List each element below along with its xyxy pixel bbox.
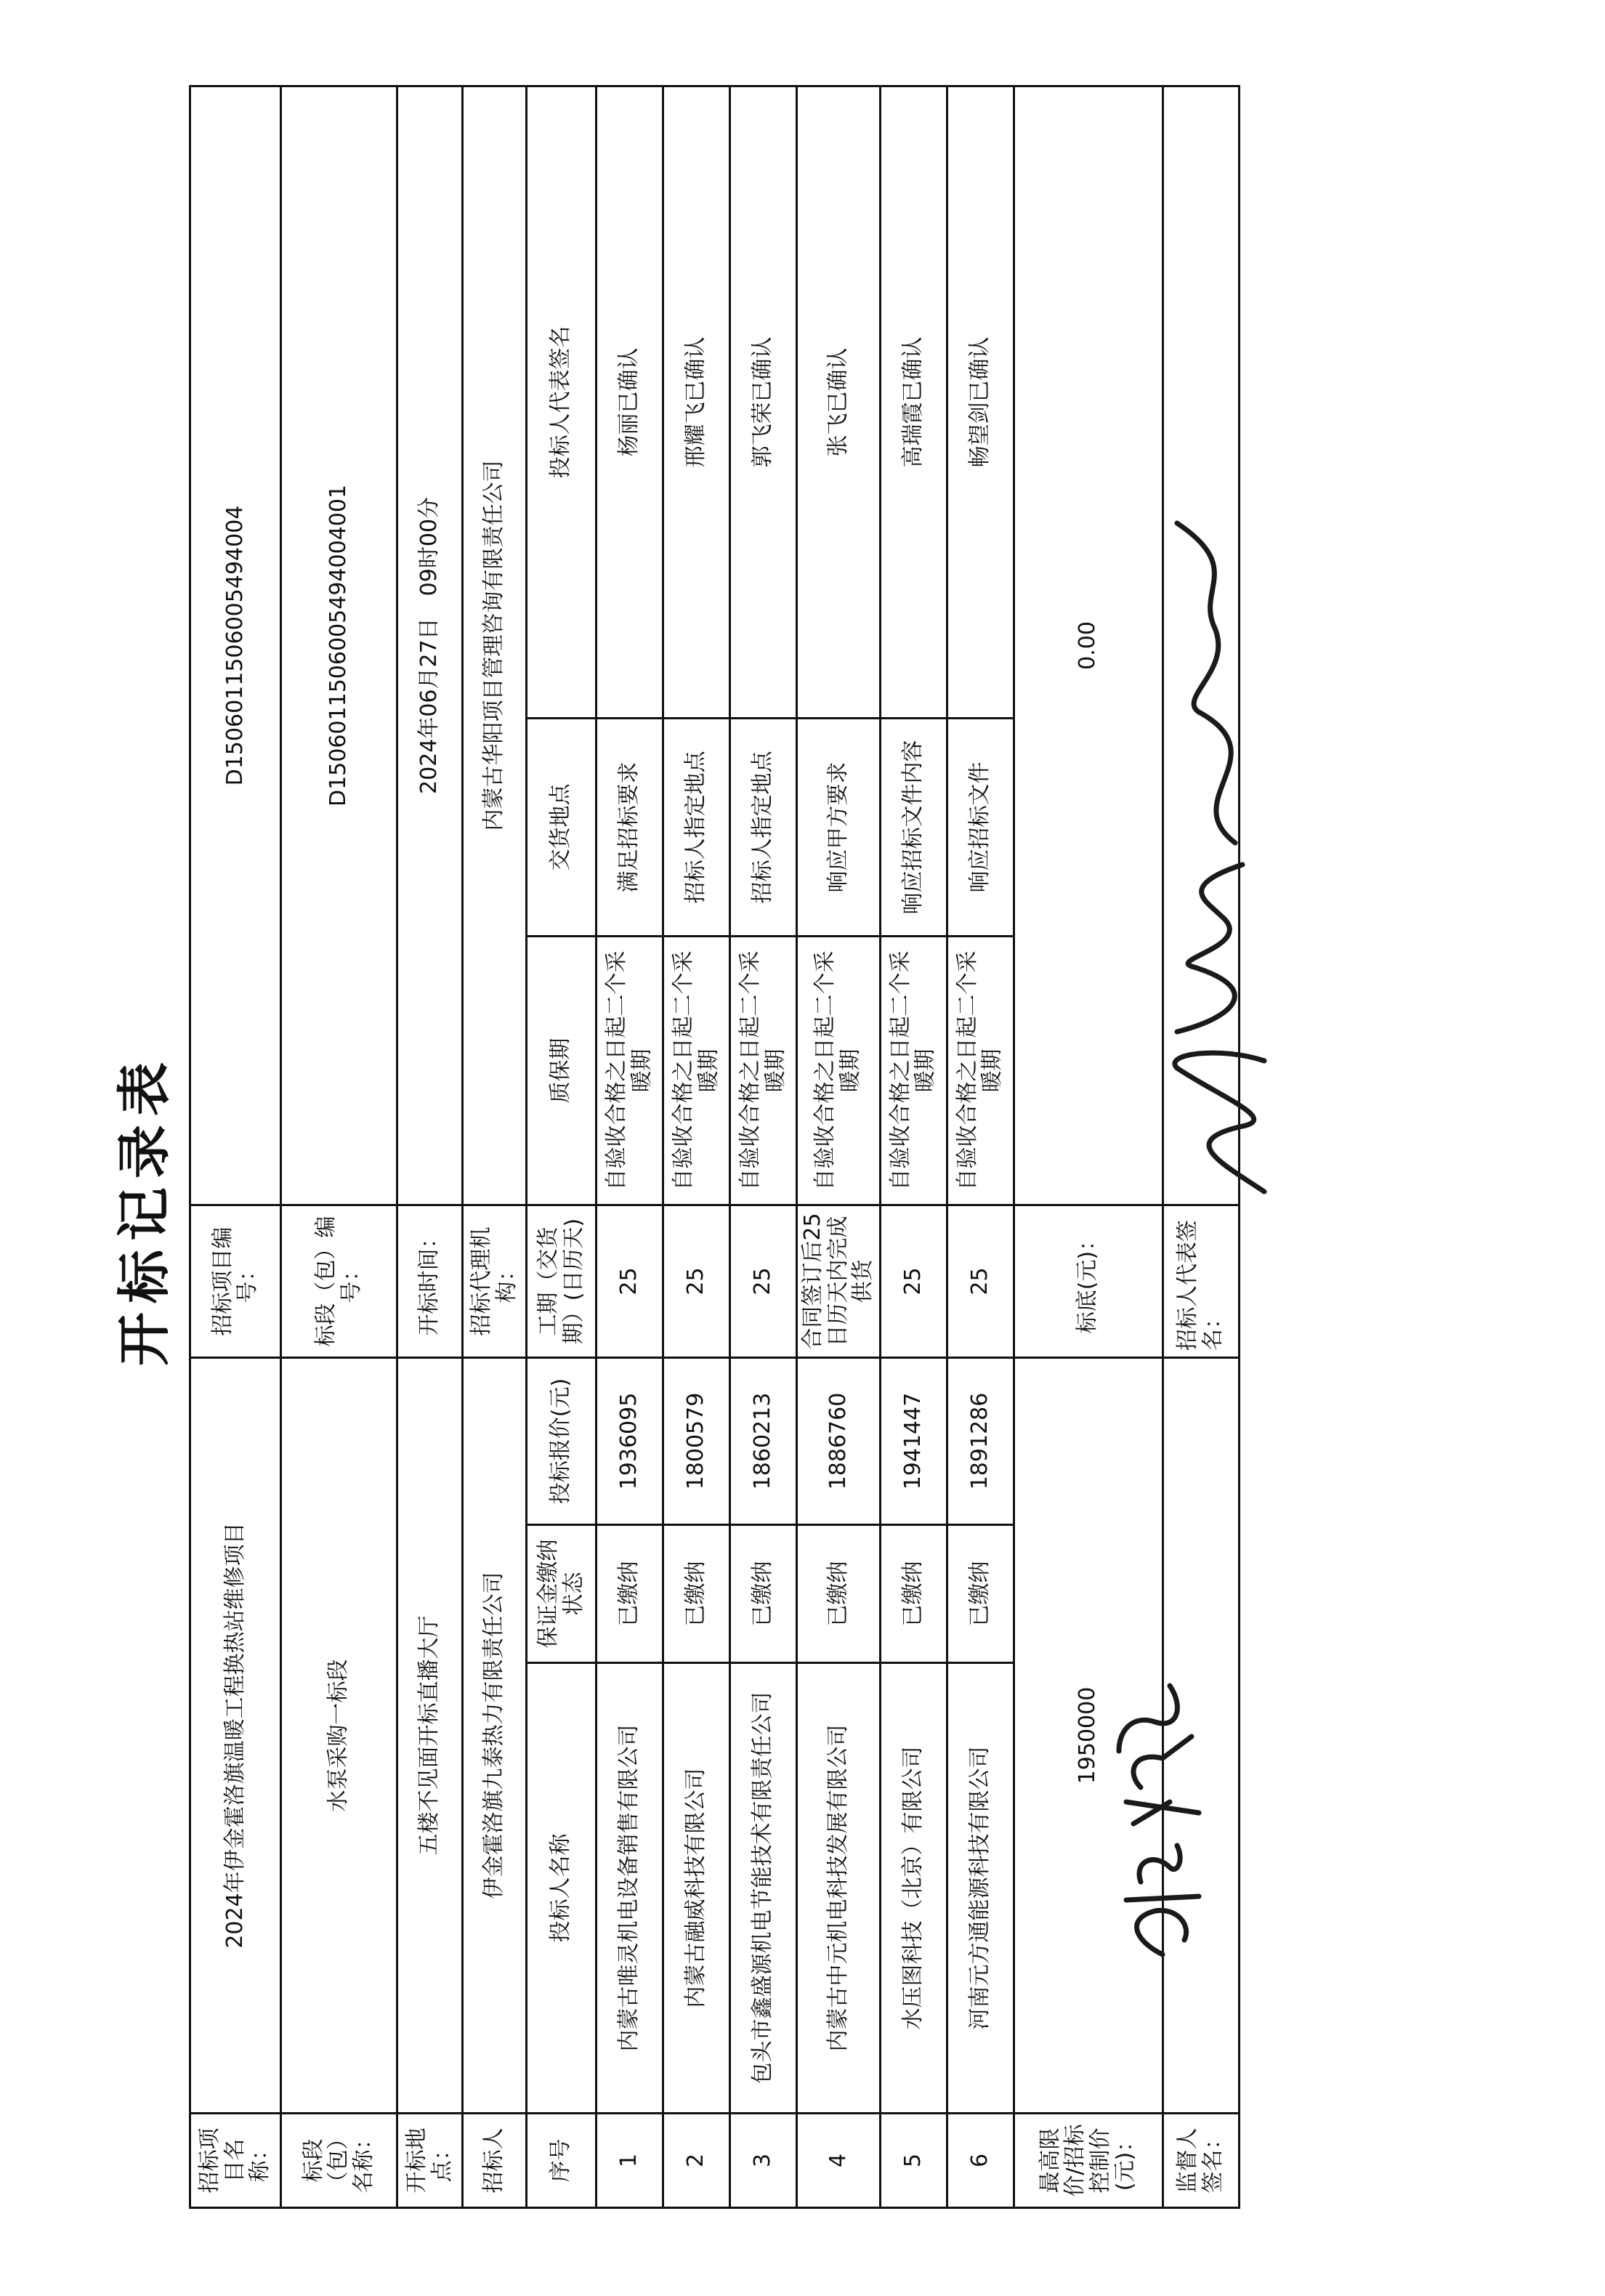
- bidder-deposit: 已缴纳: [880, 1525, 947, 1663]
- bidder-name: 包头市鑫盛源机电节能技术有限责任公司: [730, 1663, 797, 2114]
- col-header-warranty: 质保期: [527, 936, 597, 1205]
- col-header-name: 投标人名称: [527, 1663, 597, 2114]
- bidder-price: 1800579: [663, 1357, 730, 1524]
- section-name-label: 标段（包）名称：: [281, 2114, 397, 2208]
- bidder-deposit: 已缴纳: [797, 1525, 881, 1663]
- bidder-period: 25: [947, 1205, 1014, 1357]
- col-header-period: 工期（交货期）(日历天): [527, 1205, 597, 1357]
- bidder-no: 1: [597, 2114, 663, 2208]
- bidder-warranty: 自验收合格之日起二个采暖期: [797, 936, 881, 1205]
- col-header-price: 投标报价(元): [527, 1357, 597, 1524]
- bidder-warranty: 自验收合格之日起二个采暖期: [947, 936, 1014, 1205]
- bidder-no: 2: [663, 2114, 730, 2208]
- project-no: D150601150600549400​4: [190, 86, 281, 1205]
- bidder-no: 5: [880, 2114, 947, 2208]
- bidder-no: 4: [797, 2114, 881, 2208]
- bidder-price: 1936095: [597, 1357, 663, 1524]
- bidder-price: 1891286: [947, 1357, 1014, 1524]
- bidder-warranty: 自验收合格之日起二个采暖期: [597, 936, 663, 1205]
- bidder-place: 响应甲方要求: [797, 718, 881, 936]
- bidder-name: 内蒙古中元机电科技发展有限公司: [797, 1663, 881, 2114]
- bidder-deposit: 已缴纳: [597, 1525, 663, 1663]
- bidder-name: 河南元方通能源科技有限公司: [947, 1663, 1014, 2114]
- supervisor-label: 监督人签名：: [1163, 2114, 1239, 2208]
- base-label: 标底(元)：: [1014, 1205, 1163, 1357]
- supervisor-signature: [1075, 1649, 1221, 1969]
- bidder-period: 25: [597, 1205, 663, 1357]
- table-row: [797, 86, 881, 2207]
- table-row: [597, 86, 663, 2207]
- bidder-period: 合同签订后25 日历天内完成供货: [797, 1205, 881, 1357]
- bidder-sign: 畅望剑已确认: [947, 86, 1014, 718]
- bidder-place: 满足招标要求: [597, 718, 663, 936]
- table-row: [947, 86, 1014, 2207]
- page-title: 开标记录表: [113, 1054, 176, 1366]
- bidder-sign: 邢耀飞已确认: [663, 86, 730, 718]
- tenderer: 伊金霍洛旗九泰热力有限责任公司: [463, 1357, 527, 2113]
- bidder-sign: 杨丽已确认: [597, 86, 663, 718]
- table-row: [663, 86, 730, 2207]
- bidder-no: 3: [730, 2114, 797, 2208]
- tenderer-rep-signature: [1133, 480, 1308, 1206]
- tenderer-label: 招标人: [463, 2114, 527, 2208]
- open-time: 2024年06月27日 09时00分: [397, 86, 463, 1205]
- bidder-period: 25: [880, 1205, 947, 1357]
- bidder-sign: 张飞已确认: [797, 86, 881, 718]
- section-no: D150601150600549400​4001: [281, 86, 397, 1205]
- bidder-deposit: 已缴纳: [947, 1525, 1014, 1663]
- bidder-name: 水压图科技（北京）有限公司: [880, 1663, 947, 2114]
- project-no-label: 招标项目编号：: [190, 1205, 281, 1357]
- bidder-period: 25: [663, 1205, 730, 1357]
- bidder-price: 1860213: [730, 1357, 797, 1524]
- location-label: 开标地点：: [397, 2114, 463, 2208]
- col-header-place: 交货地点: [527, 718, 597, 936]
- col-header-no: 序号: [527, 2114, 597, 2208]
- bidder-warranty: 自验收合格之日起二个采暖期: [663, 936, 730, 1205]
- bidder-place: 响应招标文件: [947, 718, 1014, 936]
- bidder-warranty: 自验收合格之日起二个采暖期: [730, 936, 797, 1205]
- bidder-sign: 郭飞荣已确认: [730, 86, 797, 718]
- location: 五楼不见面开标直播大厅: [397, 1357, 463, 2113]
- project-name-label: 招标项目名称：: [190, 2114, 281, 2208]
- bidder-warranty: 自验收合格之日起二个采暖期: [880, 936, 947, 1205]
- base-price: 0.00: [1014, 86, 1163, 1205]
- bidder-sign: 高瑞霞已确认: [880, 86, 947, 718]
- bidder-deposit: 已缴纳: [730, 1525, 797, 1663]
- bidder-deposit: 已缴纳: [663, 1525, 730, 1663]
- col-header-deposit: 保证金缴纳状态: [527, 1525, 597, 1663]
- max-price: 1950000: [1014, 1357, 1163, 2113]
- bidder-place: 招标人指定地点: [730, 718, 797, 936]
- bidder-name: 内蒙古融威科技有限公司: [663, 1663, 730, 2114]
- bidder-no: 6: [947, 2114, 1014, 2208]
- bidder-place: 响应招标文件内容: [880, 718, 947, 936]
- agency: 内蒙古华阳项目管理咨询有限责任公司: [463, 86, 527, 1205]
- section-name: 水泵采购一标段: [281, 1357, 397, 2113]
- bidder-price: 1941447: [880, 1357, 947, 1524]
- time-label: 开标时间：: [397, 1205, 463, 1357]
- bidder-period: 25: [730, 1205, 797, 1357]
- table-row: [880, 86, 947, 2207]
- project-name: 2024年伊金霍洛旗温暖工程换热站维修项目: [190, 1357, 281, 2113]
- tenderer-rep-label: 招标人代表签名：: [1163, 1205, 1239, 1357]
- bidder-place: 招标人指定地点: [663, 718, 730, 936]
- table-row: [730, 86, 797, 2207]
- section-no-label: 标段（包）编号：: [281, 1205, 397, 1357]
- bidder-name: 内蒙古唯灵机电设备销售有限公司: [597, 1663, 663, 2114]
- max-price-label: 最高限价/招标控制价(元)：: [1014, 2114, 1163, 2208]
- agency-label: 招标代理机构：: [463, 1205, 527, 1357]
- bidder-price: 1886760: [797, 1357, 881, 1524]
- col-header-sign: 投标人代表签名: [527, 86, 597, 718]
